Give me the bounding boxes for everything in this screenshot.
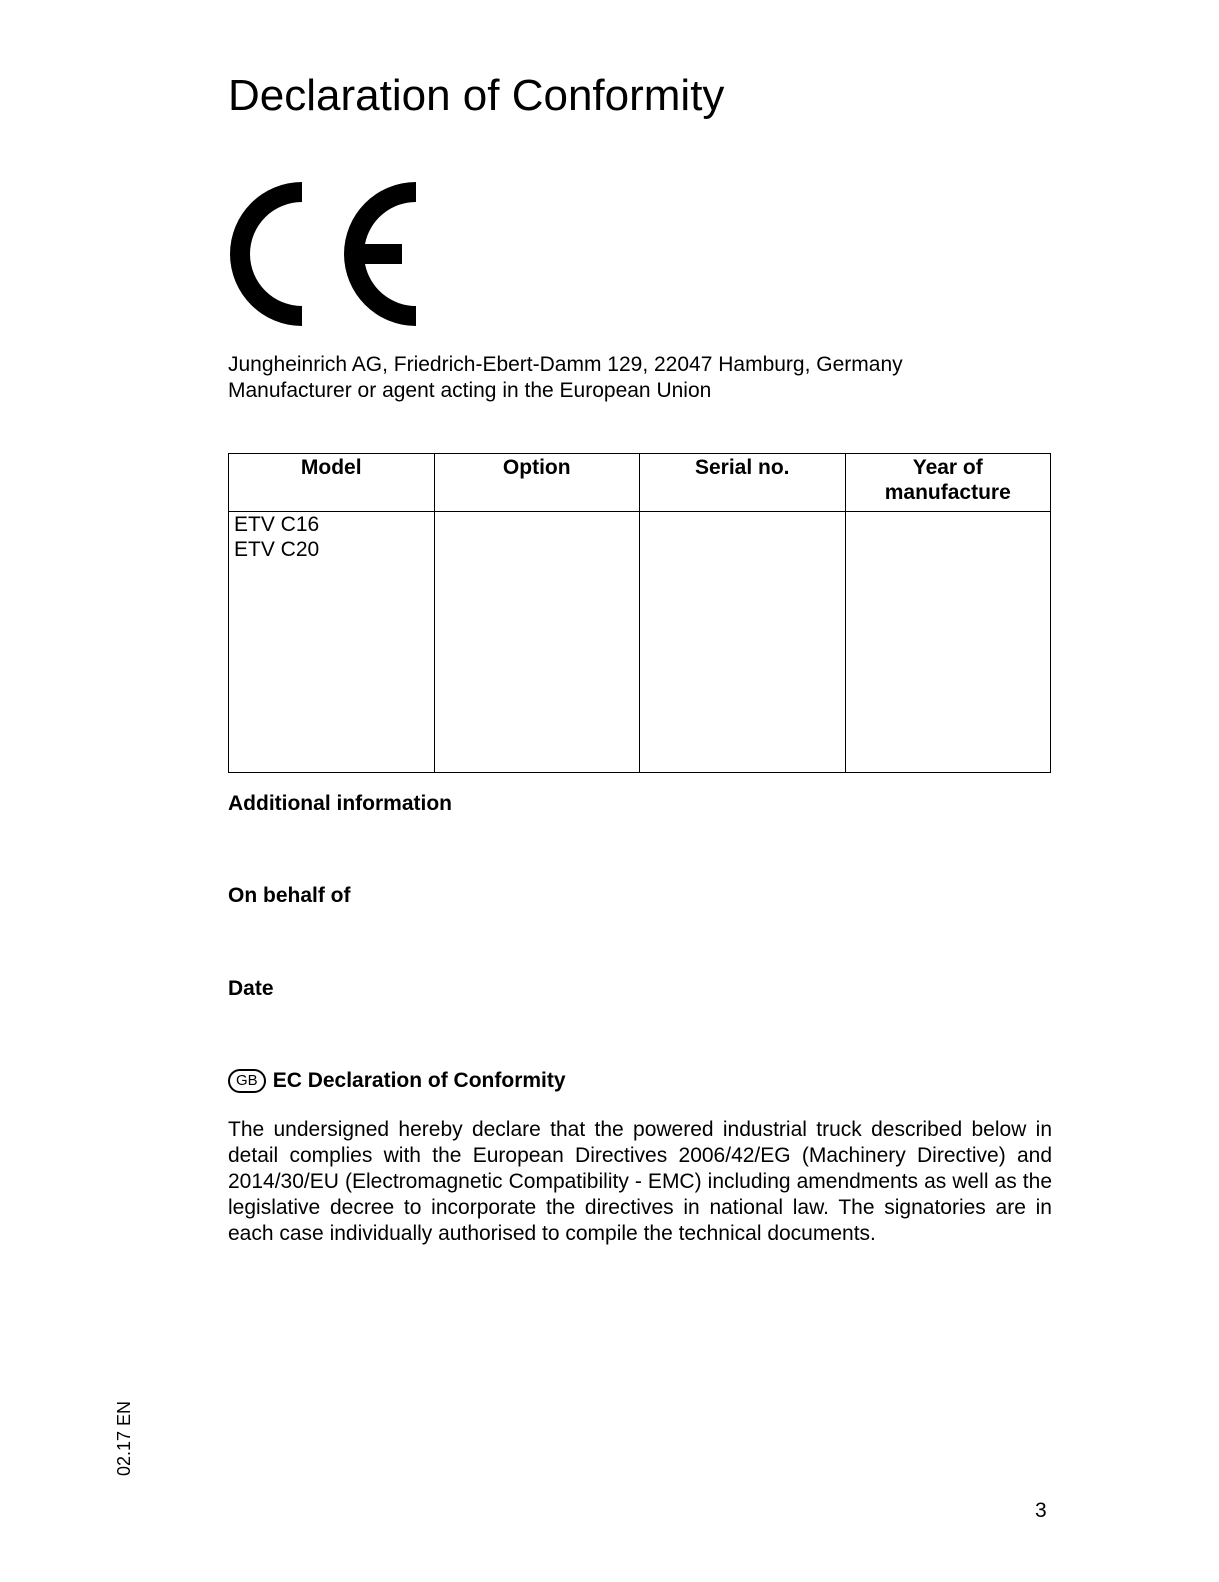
model-line: ETV C16: [234, 513, 320, 536]
table-header-row: [229, 454, 1051, 512]
cell-year: [845, 512, 1051, 773]
country-badge: GB: [228, 1069, 266, 1093]
ec-declaration-heading: [228, 1068, 566, 1094]
cell-serial-no: [640, 512, 846, 773]
ec-declaration-text: The undersigned hereby declare that the powered industrial truck described below in detail complies with the European Directives 2006/42/EG (Machinery Directive) and 2014/30/EU (Electromagnetic Compatibility - EMC) including amendments as well as the legislative decree to incorporate the directives in national law. The signatories are in each case individually authorised to compile the technical documents.: [228, 1118, 1052, 1245]
manufacturer-address: Jungheinrich AG, Friedrich-Ebert-Damm 129, 22047 Hamburg, Germany: [228, 353, 903, 376]
ce-mark-icon: [228, 182, 418, 326]
cell-option: [434, 512, 640, 773]
manufacturer-block: [228, 352, 903, 404]
on-behalf-of-label: On behalf of: [228, 884, 351, 907]
model-line: ETV C20: [234, 538, 320, 561]
date-label: Date: [228, 977, 274, 1000]
page-title: Declaration of Conformity: [228, 71, 725, 120]
header-serial-no: Serial no.: [640, 454, 846, 512]
header-option: Option: [434, 454, 640, 512]
ec-declaration-title: EC Declaration of Conformity: [272, 1069, 566, 1092]
table-row: [229, 512, 1051, 773]
header-year-of-manufacture: [845, 454, 1051, 512]
additional-information-label: Additional information: [228, 792, 452, 815]
header-model: Model: [229, 454, 435, 512]
cell-model: [229, 512, 435, 773]
page-number: 3: [1035, 1499, 1047, 1522]
manufacturer-role: Manufacturer or agent acting in the European Union: [228, 379, 712, 402]
product-table: [228, 453, 1051, 773]
header-year-text: Year of manufacture: [884, 456, 1011, 504]
document-version: 02.17 EN: [114, 1400, 134, 1476]
